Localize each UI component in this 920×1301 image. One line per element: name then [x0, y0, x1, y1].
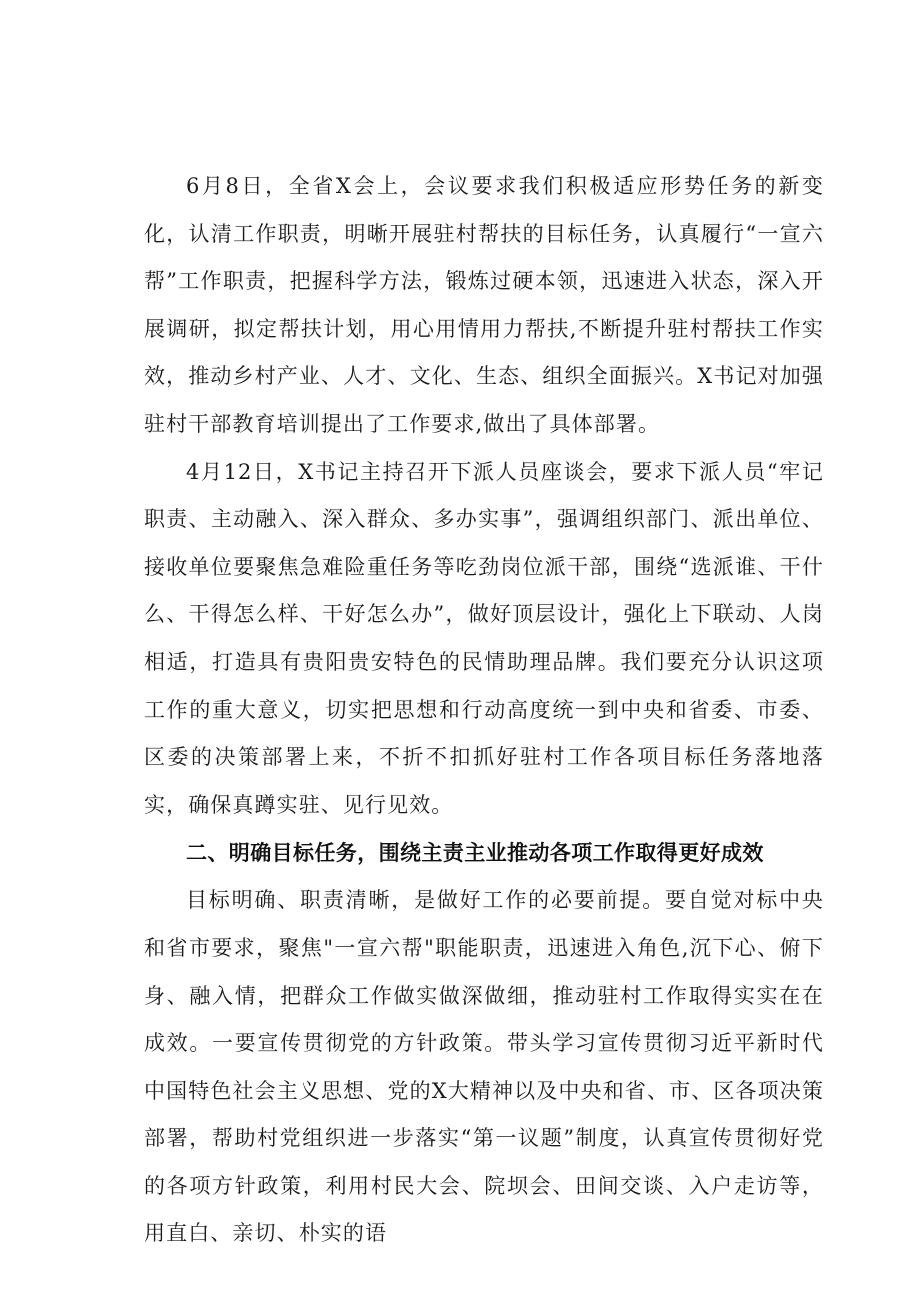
- paragraph-june-meeting: 6月8日，全省X会上，会议要求我们积极适应形势任务的新变化，认清工作职责，明晰开展驻村帮扶的目标任务，认真履行“一宣六帮”工作职责，把握科学方法，锻炼过硬本领，迅速进入状态，深入开展调研，拟定帮扶计划，用心用情用力帮扶,不断提升驻村帮扶工作实效，推动乡村产业、人才、文化、生态、组织全面振兴。X书记对加强驻村干部教育培训提出了工作要求,做出了具体部署。: [144, 174, 824, 436]
- document-body: [144, 163, 824, 1258]
- section-heading: 二、明确目标任务，围绕主责主业推动各项工作取得更好成效: [186, 841, 764, 866]
- paragraph-april-symposium: 4月12日，X书记主持召开下派人员座谈会，要求下派人员“牢记职责、主动融入、深入群众、多办实事”，强调组织部门、派出单位、接收单位要聚焦急难险重任务等吃劲岗位派干部，围绕“选派谁、干什么、干得怎么样、干好怎么办”，做好顶层设计，强化上下联动、人岗相适，打造具有贵阳贵安特色的民情助理品牌。我们要充分认识这项工作的重大意义，切实把思想和行动高度统一到中央和省委、市委、区委的决策部署上来，不折不扣抓好驻村工作各项目标任务落地落实，确保真蹲实驻、见行见效。: [144, 459, 824, 817]
- paragraph-target-tasks: 目标明确、职责清晰，是做好工作的必要前提。要自觉对标中央和省市要求，聚焦"一宣六帮"职能职责，迅速进入角色,沉下心、俯下身、融入情，把群众工作做实做深做细，推动驻村工作取得实实在在成效。一要宣传贯彻党的方针政策。带头学习宣传贯彻习近平新时代中国特色社会主义思想、党的X大精神以及中央和省、市、区各项决策部署，帮助村党组织进一步落实“第一议题”制度，认真宣传贯彻好党的各项方针政策，利用村民大会、院坝会、田间交谈、入户走访等，用直白、亲切、朴实的语: [144, 888, 824, 1246]
